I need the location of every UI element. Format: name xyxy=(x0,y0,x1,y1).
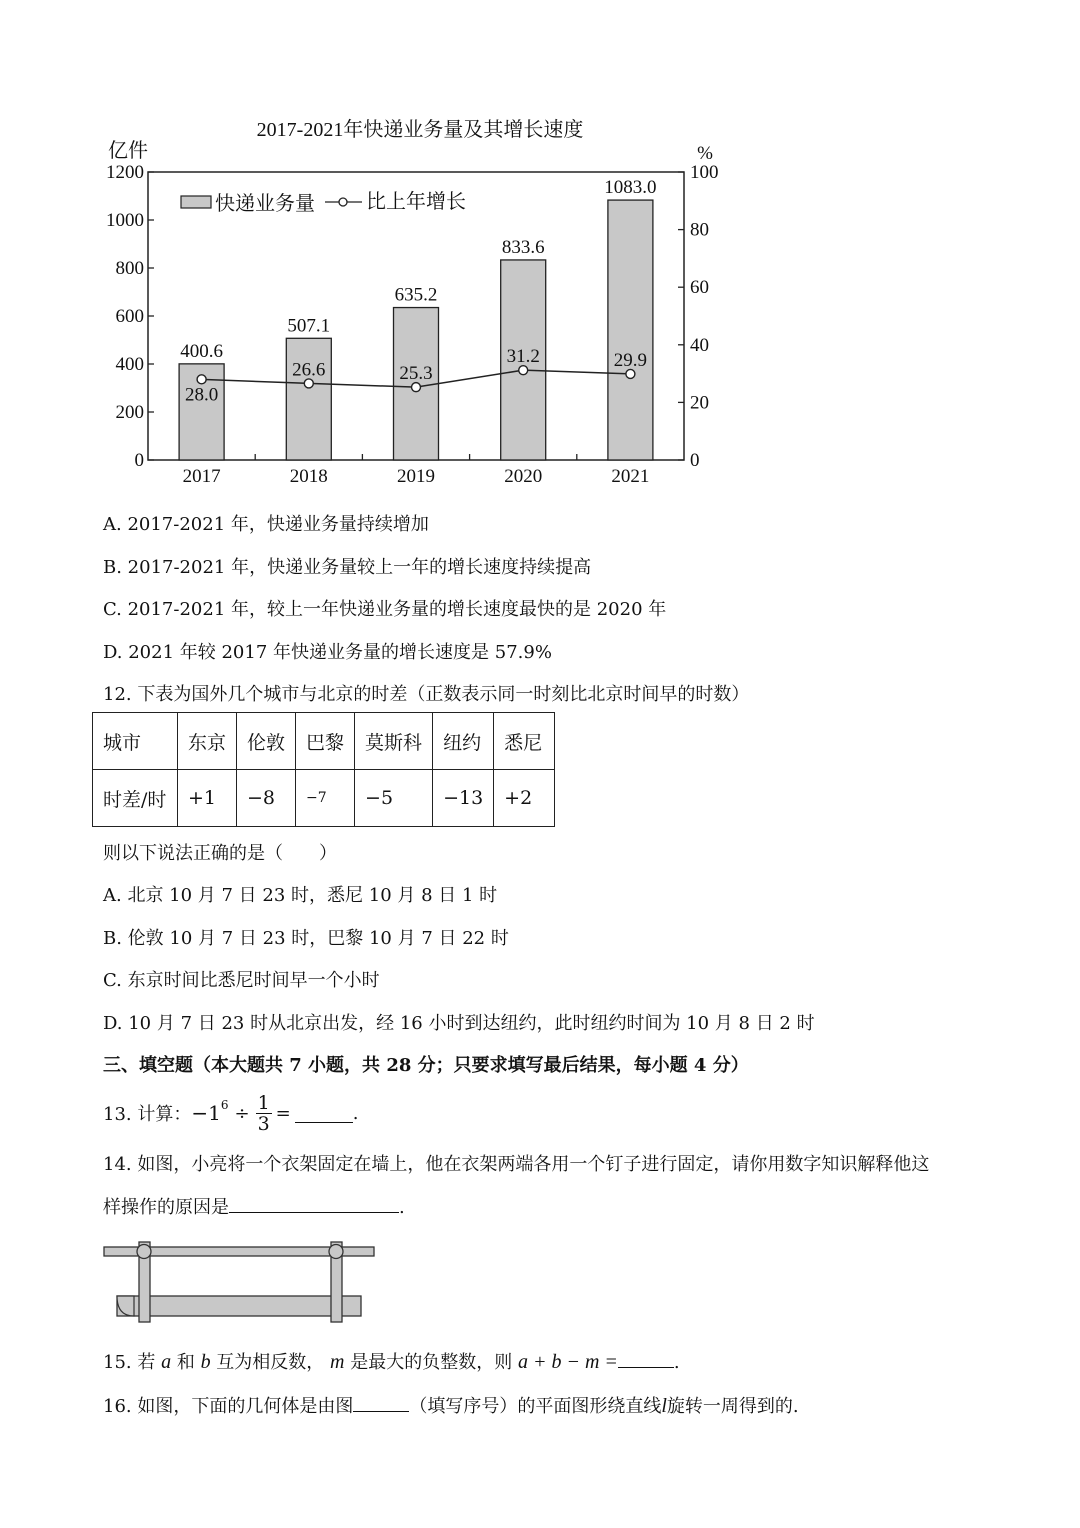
q16 xyxy=(103,1392,799,1418)
q16-answer-blank[interactable] xyxy=(353,1393,409,1412)
q15-text-3: 互为相反数， xyxy=(216,1352,325,1373)
q13-base: −1 xyxy=(191,1101,221,1125)
q16-var-l: l xyxy=(661,1395,667,1417)
growth-value-label: 28.0 xyxy=(184,384,219,406)
legend-bar-swatch xyxy=(181,196,211,208)
table-cell: 东京 xyxy=(178,713,237,770)
y-right-unit: % xyxy=(697,143,713,164)
growth-value-label: 31.2 xyxy=(506,346,540,368)
y-left-tick-label: 800 xyxy=(115,258,144,279)
q15-answer-blank[interactable] xyxy=(618,1349,674,1368)
q13-equals: = xyxy=(275,1102,291,1124)
q12-option-a: A. 北京 10 月 7 日 23 时，悉尼 10 月 8 日 1 时 xyxy=(103,885,498,906)
q15-end: . xyxy=(673,1352,680,1373)
q16-text-3: 旋转一周得到的. xyxy=(666,1396,799,1417)
y-left-tick-label: 600 xyxy=(115,306,144,327)
q14-line1: 14. 如图，小亮将一个衣架固定在墙上，他在衣架两端各用一个钉子进行固定，请你用数字知识解释他这 xyxy=(103,1154,930,1175)
q15 xyxy=(103,1348,680,1374)
q15-var-a: a xyxy=(161,1351,172,1373)
table-cell: 伦敦 xyxy=(237,713,296,770)
table-cell: −7 xyxy=(296,770,355,827)
express-chart xyxy=(0,0,1080,500)
q15-var-b: b xyxy=(200,1351,211,1373)
q11-option-c: C. 2017-2021 年，较上一年快递业务量的增长速度最快的是 2020 年 xyxy=(103,599,667,620)
bar xyxy=(608,200,653,460)
q13 xyxy=(103,1088,359,1138)
q14-answer-blank[interactable] xyxy=(229,1194,399,1213)
y-left-tick-label: 1200 xyxy=(106,162,144,183)
q14-line2-text: 样操作的原因是 xyxy=(103,1197,229,1218)
x-tick-label: 2019 xyxy=(397,466,435,487)
q15-text-2: 和 xyxy=(176,1352,195,1373)
y-right-tick-label: 100 xyxy=(690,162,719,183)
table-cell: 城市 xyxy=(93,713,178,770)
y-right-tick-label: 0 xyxy=(690,450,700,471)
q11-option-a: A. 2017-2021 年，快递业务量持续增加 xyxy=(103,514,429,535)
y-left-tick-label: 0 xyxy=(134,450,144,471)
y-left-tick-label: 200 xyxy=(115,402,144,423)
q13-numerator: 1 xyxy=(257,1091,270,1114)
q14-line2 xyxy=(103,1193,405,1219)
q12-option-b: B. 伦敦 10 月 7 日 23 时，巴黎 10 月 7 日 22 时 xyxy=(103,928,509,949)
y-left-unit: 亿件 xyxy=(108,140,148,162)
bar xyxy=(286,338,331,460)
q16-text-2: （填写序号）的平面图形绕直线 xyxy=(409,1396,662,1417)
q12-stem: 12. 下表为国外几个城市与北京的时差（正数表示同一时刻比北京时间早的时数） xyxy=(103,684,750,705)
q15-text-4: 是最大的负整数，则 xyxy=(350,1352,513,1373)
x-tick-label: 2017 xyxy=(182,466,221,487)
growth-value-label: 29.9 xyxy=(613,349,648,371)
table-cell: 时差/时 xyxy=(93,770,178,827)
hanger-bottom-bar xyxy=(117,1296,361,1316)
y-right-tick-label: 20 xyxy=(690,392,709,414)
y-right-tick-label: 40 xyxy=(690,334,709,356)
q13-answer-blank[interactable] xyxy=(295,1104,353,1123)
q16-text-1: 16. 如图，下面的几何体是由图 xyxy=(103,1396,354,1417)
bar-value-label: 1083.0 xyxy=(604,177,657,199)
timezone-table xyxy=(92,712,555,827)
table-cell: −13 xyxy=(433,770,494,827)
growth-point xyxy=(197,375,206,384)
bar-value-label: 400.6 xyxy=(180,340,223,362)
bar-value-label: 833.6 xyxy=(501,236,545,258)
q11-option-d: D. 2021 年较 2017 年快递业务量的增长速度是 57.9% xyxy=(103,642,552,663)
growth-value-label: 25.3 xyxy=(399,363,433,385)
nail-icon xyxy=(329,1245,343,1259)
q15-var-m: m xyxy=(330,1351,345,1373)
legend-bar-label: 快递业务量 xyxy=(215,193,315,215)
q12-option-c: C. 东京时间比悉尼时间早一个小时 xyxy=(103,970,380,991)
q11-option-b: B. 2017-2021 年，快递业务量较上一年的增长速度持续提高 xyxy=(103,557,592,578)
x-tick-label: 2018 xyxy=(289,466,328,487)
table-cell: 莫斯科 xyxy=(355,713,433,770)
x-tick-label: 2020 xyxy=(504,466,543,487)
q13-end: . xyxy=(352,1102,359,1124)
table-cell: −8 xyxy=(237,770,296,827)
table-row xyxy=(93,770,555,827)
x-tick-label: 2021 xyxy=(611,466,650,487)
q13-fraction xyxy=(256,1093,272,1134)
table-cell: 巴黎 xyxy=(296,713,355,770)
bar-value-label: 635.2 xyxy=(394,284,438,306)
table-cell: 悉尼 xyxy=(494,713,555,770)
table-cell: +1 xyxy=(178,770,237,827)
q13-prefix: 13. 计算： xyxy=(103,1104,192,1125)
y-right-tick-label: 60 xyxy=(690,277,709,299)
q13-denominator: 3 xyxy=(257,1112,270,1135)
chart-title: 2017-2021年快递业务量及其增长速度 xyxy=(256,119,584,141)
hanger-figure xyxy=(100,1232,380,1327)
y-left-tick-label: 1000 xyxy=(106,210,144,231)
y-left-tick-label: 400 xyxy=(115,354,144,375)
q15-text-1: 15. 若 xyxy=(103,1352,156,1373)
q12-prompt: 则以下说法正确的是（ ） xyxy=(103,843,337,864)
q14-end: . xyxy=(399,1197,405,1218)
legend-line-marker xyxy=(339,198,347,206)
q13-exponent: 6 xyxy=(220,1098,229,1112)
nail-icon xyxy=(137,1245,151,1259)
growth-value-label: 26.6 xyxy=(292,359,326,381)
section-heading: 三、填空题（本大题共 7 小题，共 28 分；只要求填写最后结果，每小题 4 分） xyxy=(103,1055,749,1076)
legend-line-label: 比上年增长 xyxy=(366,191,466,213)
table-cell: 纽约 xyxy=(433,713,494,770)
q13-divide: ÷ xyxy=(234,1102,250,1124)
bar-value-label: 507.1 xyxy=(287,315,331,337)
table-cell: −5 xyxy=(355,770,433,827)
table-cell: +2 xyxy=(494,770,555,827)
y-right-tick-label: 80 xyxy=(690,219,709,241)
q15-expression: a + b − m = xyxy=(517,1351,618,1373)
table-header-row xyxy=(93,713,555,770)
q12-option-d: D. 10 月 7 日 23 时从北京出发，经 16 小时到达纽约，此时纽约时间为 10 月 8 日 2 时 xyxy=(103,1013,815,1034)
